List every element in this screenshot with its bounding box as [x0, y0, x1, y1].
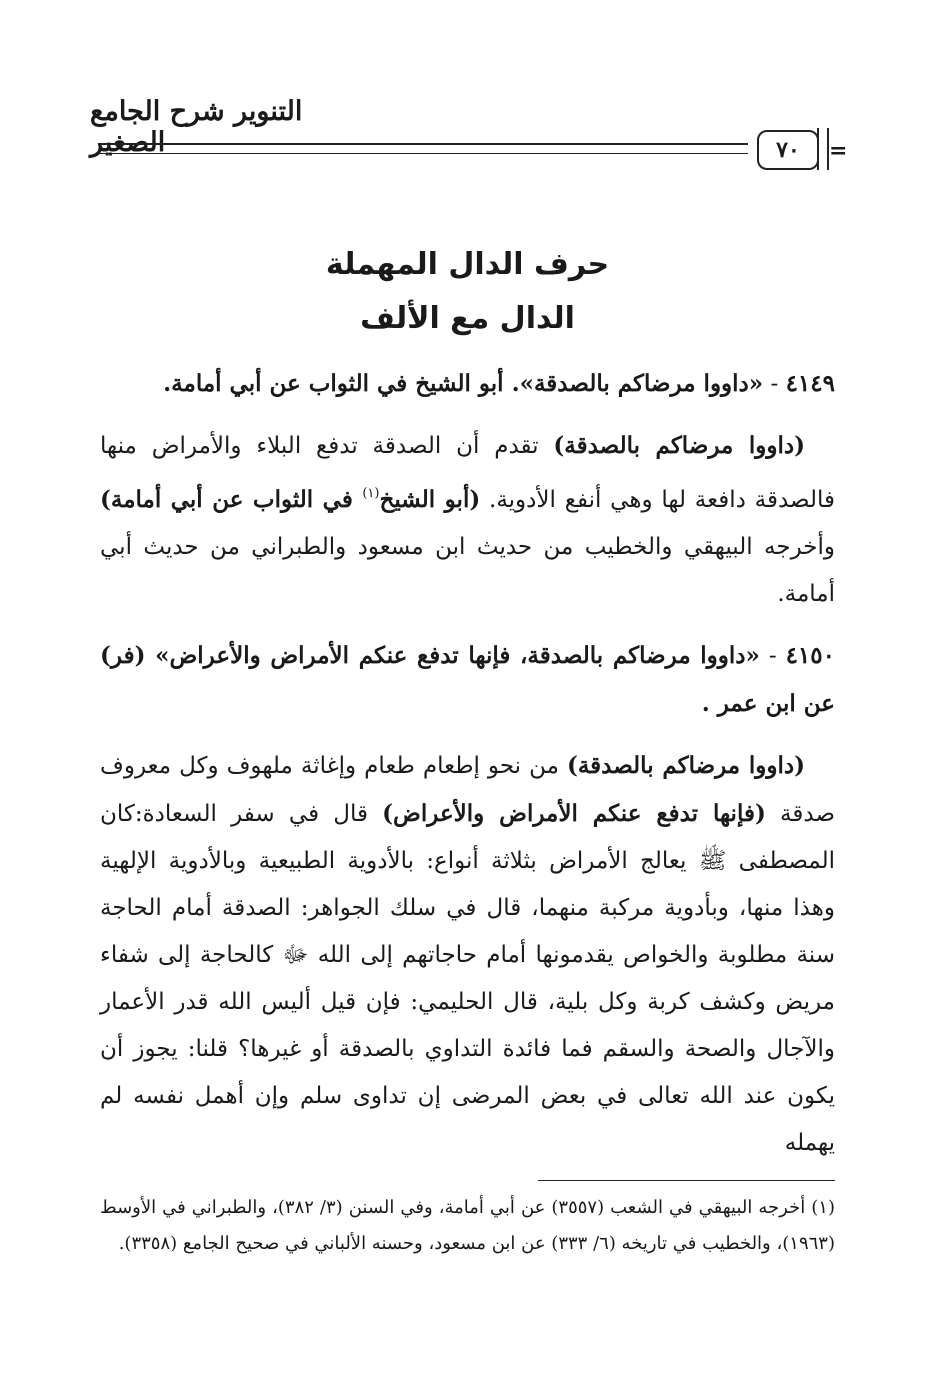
entry-number: ٤١٥٠ — [785, 642, 835, 669]
commentary-paragraph — [100, 742, 835, 1167]
quoted-phrase: في الثواب عن أبي أمامة) — [100, 486, 363, 513]
page-number: ٧٠ — [757, 130, 819, 170]
commentary-text: تقدم أن الصدقة تدفع البلاء والأمراض منها فالصدقة دافعة لها وهي أنفع الأدوية. — [100, 433, 835, 513]
footnote-marker: (١) — [362, 486, 380, 501]
footnote-1: (١) أخرجه البيهقي في الشعب (٣٥٥٧) عن أبي أمامة، وفي السنن (٣/ ٣٨٢)، والطبراني في الأوسط (١٩٦٣)، والخطيب في تاريخه (٦/ ٣٣٣) عن ابن مسعود، وحسنه الألباني في صحيح الجامع (٣٣٥٨). — [100, 1197, 835, 1254]
main-text — [100, 360, 835, 1181]
section-heading: الدال مع الألف — [360, 301, 575, 336]
entry-number: ٤١٤٩ — [785, 370, 835, 397]
quoted-phrase: (أبو الشيخ — [379, 486, 481, 513]
hadith-entry-4149 — [100, 360, 835, 408]
entry-dash: - — [763, 371, 786, 397]
commentary-text: من نحو إطعام طعام وإغاثة ملهوف وكل معروف صدقة — [100, 753, 835, 827]
quoted-phrase: (فإنها تدفع عنكم الأمراض والأعراض) — [382, 800, 766, 827]
header-double-rule — [98, 143, 748, 154]
footnote-separator — [538, 1180, 835, 1181]
header-edge-mark: = — [829, 138, 848, 164]
chapter-heading: حرف الدال المهملة — [325, 247, 610, 282]
hadith-text: «داووا مرضاكم بالصدقة». — [511, 370, 764, 397]
entry-dash: - — [759, 643, 786, 669]
quoted-phrase: (داووا مرضاكم بالصدقة) — [566, 752, 805, 779]
section-headings — [100, 238, 835, 346]
commentary-text: قال في سفر السعادة:كان المصطفى ﷺ يعالج الأمراض بثلاثة أنواع: بالأدوية الطبيعية وبالأدوية الإلهية وهذا منها، وبأدوية مركبة منهما، قال في سلك الجواهر: الصدقة أمام الحاجة سنة مطلوبة والخواص يقدمونها أمام حاجاتهم إلى الله ﷻ كالحاجة إلى شفاء مريض وكشف كربة وكل بلية، قال الحليمي: فإن قيل أليس الله قدر الأعمار والآجال والصحة والسقم فما فائدة التداوي بالصدقة أو غيرها؟ قلنا: يجوز أن يكون عند الله تعالى في بعض المرضى إن تداوى سلم وإن أهمل نفسه لم يهمله — [100, 801, 835, 1156]
quoted-phrase: (داووا مرضاكم بالصدقة) — [553, 432, 805, 459]
commentary-text: وأخرجه البيهقي والخطيب من حديث ابن مسعود والطبراني من حديث أبي أمامة. — [100, 534, 835, 607]
hadith-text: «داووا مرضاكم بالصدقة، فإنها تدفع عنكم الأمراض والأعراض» — [155, 642, 760, 669]
commentary-paragraph — [100, 422, 835, 618]
footnotes — [100, 1190, 835, 1262]
hadith-source: أبو الشيخ في الثواب عن أبي أمامة. — [163, 370, 512, 397]
running-header-title: التنوير شرح الجامع الصغير — [90, 96, 303, 158]
hadith-entry-4150 — [100, 632, 835, 728]
hadith-source: (فر) عن ابن عمر . — [100, 642, 835, 717]
